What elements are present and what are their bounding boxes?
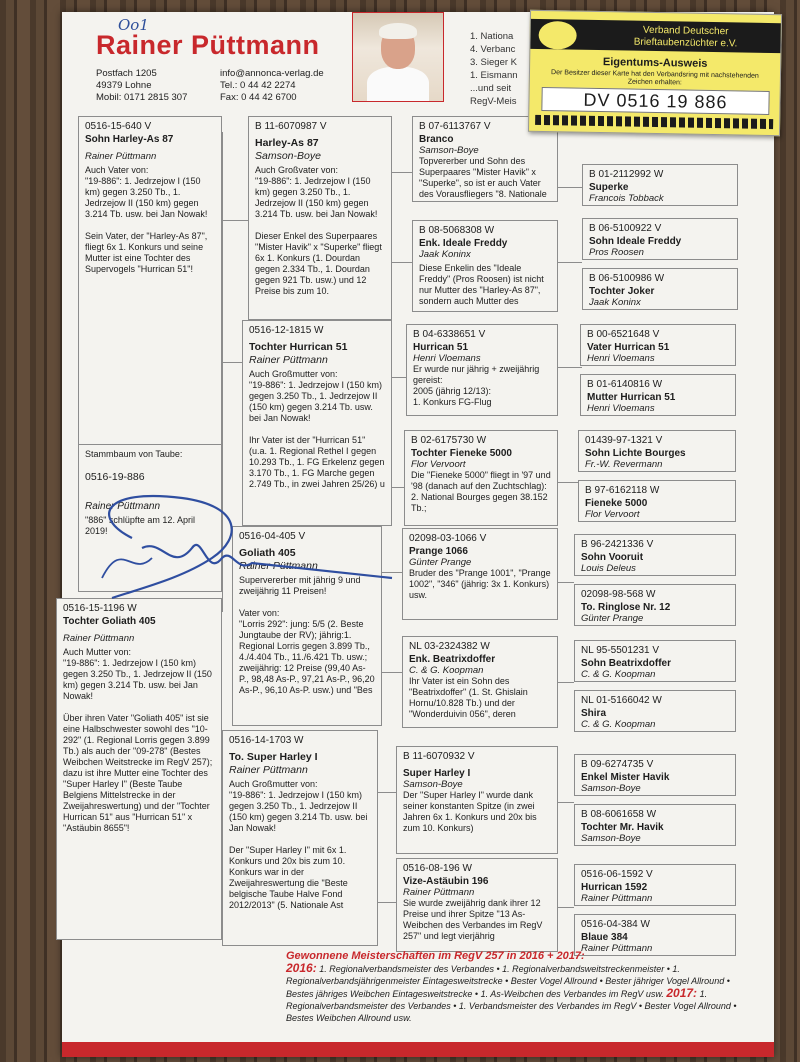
breeder-name: Louis Deleus <box>581 563 636 574</box>
pigeon-name: Tochter Joker <box>589 286 655 297</box>
gen4-box <box>574 754 736 796</box>
pigeon-name: Enkel Mister Havik <box>581 772 670 783</box>
subject-ring-number: 0516-19-886 <box>85 471 145 483</box>
pigeon-name: Vater Hurrican 51 <box>587 342 670 353</box>
breeder-name: Henri Vloemans <box>587 403 655 414</box>
pigeon-name: Mutter Hurrican 51 <box>587 392 676 403</box>
city: 49379 Lohne <box>96 80 152 91</box>
ring-number: B 01-2112992 W <box>589 169 664 180</box>
handwritten-note: Oo1 <box>118 16 149 34</box>
breeder-name: Samson-Boye <box>255 150 321 162</box>
pigeon-name: Enk. Beatrixdoffer <box>409 654 496 665</box>
telephone: Tel.: 0 44 42 2274 <box>220 80 296 91</box>
ring-number: B 08-5068308 W <box>419 225 495 236</box>
pigeon-name: Blaue 384 <box>581 932 628 943</box>
breeder-name: Günter Prange <box>409 557 472 568</box>
breeder-name: Samson-Boye <box>581 833 641 844</box>
address-block <box>96 68 187 104</box>
email: info@annonca-verlag.de <box>220 68 324 79</box>
pigeon-name: Prange 1066 <box>409 546 468 557</box>
ring-number: 0516-15-640 V <box>85 121 152 132</box>
dam-box <box>56 598 222 940</box>
ring-number: 0516-04-384 W <box>581 919 650 930</box>
honors-list <box>470 30 518 108</box>
breeder-name: Rainer Püttmann <box>239 560 318 572</box>
gen4-box <box>574 804 736 846</box>
pedigree-sheet <box>62 12 774 1057</box>
ring-number: 02098-03-1066 V <box>409 533 487 544</box>
card-fineprint: Der Besitzer dieser Karte hat den Verbandsring mit nachstehenden Zeichen erhalten: <box>551 69 759 87</box>
pigeon-description: Auch Mutter von: "19-886": 1. Jedrzejow I (150 km) gegen 3.250 Tb., 1. Jedrzejow II (150 km) gegen 3.214 Tb. usw. bei Jan Nowak! Über ihren Vater "Goliath 405" ist sie eine Halbschwester sowohl des "10-292" (1. Regional Lorris gegen 3.899 Tb.) als auch der "09-278" (Bestes Weibchen Weitstrecke im RegV 257); dazu ist ihre Mutter eine Tochter des "Super Harley I" (Beste Taube Belgiens Mittelstrecke in der Zweijahreswertung) und der "Tochter Hurrican 51" aus "Hurrican 51" x "Astäubin 8655"! <box>63 647 213 833</box>
pigeon-name: Sohn Vooruit <box>581 552 644 563</box>
subject-label: Stammbaum von Taube: <box>85 449 183 459</box>
pigeon-name: To. Super Harley I <box>229 751 318 763</box>
honor-item: 1. Eismann <box>470 70 518 81</box>
breeder-name: Henri Vloemans <box>413 353 481 364</box>
championships-text: 1. Regionalverbandsmeister des Verbandes • 1. Regionalverbandsweitstreckenmeister • 1. Regionalverbandsjährigenmeister Eintagesweitstrecke • Bester Vogel Allround • Bester jähriger Vogel Allround • Bestes jähriges Weibchen Eintagesweitstrecke • 1. As-Weibchen des Verbandes im RegV usw. <box>286 964 730 999</box>
pigeon-description: Topvererber und Sohn des Superpaares "Mister Havik" x "Superke", so ist er auch Vater des Vorausfliegers "8. Nationale <box>419 156 547 199</box>
pigeon-description: Auch Vater von: "19-886": 1. Jedrzejow I (150 km) gegen 3.250 Tb., 1. Jedrzejow II (150 km) gegen 3.214 Tb. usw. bei Jan Nowak! Sein Vater, der "Harley-As 87", fliegt 6x 1. Konkurs und seine Mutter ist eine Tochter des Supervogels "Hurrican 51"! <box>85 165 208 274</box>
breeder-name: Fr.-W. Revermann <box>585 459 663 470</box>
breeder-name: Jaak Koninx <box>419 249 471 260</box>
subject-note: "886" schlüpfte am 12. April 2019! <box>85 515 195 536</box>
ring-number: 0516-06-1592 V <box>581 869 653 880</box>
pigeon-name: Fieneke 5000 <box>585 498 648 509</box>
pigeon-name: Hurrican 1592 <box>581 882 648 893</box>
pigeon-description: Auch Großmutter von: "19-886": 1. Jedrzejow I (150 km) gegen 3.250 Tb., 1. Jedrzejow II (150 km) gegen 3.214 Tb. usw. bei Jan Nowak! Ihr Vater ist der "Hurrican 51" (u.a. 1. Regional Rethel I gegen 10.293 Tb., 1. FG Erkelenz gegen 3.170 Tb., 1. FG Marche gegen 2.749 Tb., in zwei Jahren 25/26) u <box>249 369 385 489</box>
gen4-box <box>574 864 736 906</box>
pigeon-name: Harley-As 87 <box>255 137 319 149</box>
pigeon-description: Diese Enkelin des "Ideale Freddy" (Pros Roosen) ist nicht nur Mutter des "Harley-As 87", sondern auch Mutter des <box>419 263 544 306</box>
contact-block <box>220 68 324 104</box>
pigeon-description: Er wurde nur jährig + zweijährig gereist: 2005 (jährig 12/13): 1. Konkurs FG-Flug <box>413 364 540 407</box>
gen4-box <box>578 430 736 472</box>
ring-number: 0516-14-1703 W <box>229 735 304 746</box>
pigeon-name: Vize-Astäubin 196 <box>403 876 489 887</box>
pigeon-description: Auch Großmutter von: "19-886": 1. Jedrzejow I (150 km) gegen 3.250 Tb., 1. Jedrzejow II (150 km) gegen 3.214 Tb. usw. bei Jan Nowak! Der "Super Harley I" mit 6x 1. Konkurs und 20x bis zum 10. Konkurs war in der Zweijahreswertung die "Beste belgische Taube Halve Fond 2012/2013" (5. Nationale Ast <box>229 779 368 910</box>
championships-text: 1. Regionalverbandsmeister des Verbandes • 1. Verbandsmeister des Verbandes im RegV • Bester Vogel Allround • Bestes Weibchen Allround usw. <box>286 989 737 1023</box>
gen4-box <box>580 324 736 366</box>
gen4-box <box>578 480 736 522</box>
ring-number: 0516-12-1815 W <box>249 325 324 336</box>
breeder-name: Flor Vervoort <box>585 509 640 520</box>
breeder-name: Samson-Boye <box>581 783 641 794</box>
ring-number: B 97-6162118 W <box>585 485 660 496</box>
gen3-box <box>396 858 558 952</box>
breeder-photo <box>352 12 444 102</box>
pigeon-name: Goliath 405 <box>239 547 296 559</box>
honor-item: 4. Verbanc <box>470 44 516 55</box>
pigeon-name: Tochter Mr. Havik <box>581 822 664 833</box>
subject-breeder: Rainer Püttmann <box>85 501 161 512</box>
pigeon-name: Branco <box>419 134 454 145</box>
year-label: 2016: <box>286 961 317 975</box>
pigeon-name: Enk. Ideale Freddy <box>419 238 508 249</box>
gen4-box <box>574 690 736 732</box>
honor-item: ...und seit <box>470 83 512 94</box>
breeder-name-title: Rainer Püttmann <box>96 30 320 60</box>
ring-number: B 08-6061658 W <box>581 809 657 820</box>
pigeon-name: Tochter Hurrican 51 <box>249 341 348 353</box>
gen4-box <box>574 534 736 576</box>
ring-number: 0516-15-1196 W <box>63 603 137 614</box>
pigeon-logo-icon <box>538 21 576 50</box>
breeder-name: Rainer Püttmann <box>229 764 308 776</box>
ring-number: B 06-5100986 W <box>589 273 665 284</box>
signature <box>72 478 402 618</box>
card-organization: Verband Deutscher Brieftaubenzüchter e.V. <box>633 24 738 50</box>
pigeon-name: Hurrican 51 <box>413 342 469 353</box>
gen3-box <box>404 430 558 526</box>
breeder-name: Francois Tobback <box>589 193 664 204</box>
sire-box <box>78 116 222 446</box>
gen4-box <box>582 268 738 310</box>
pigeon-name: Sohn Lichte Bourges <box>585 448 686 459</box>
ring-number: 02098-98-568 W <box>581 589 656 600</box>
ring-number: B 96-2421336 V <box>581 539 654 550</box>
pigeon-description: Sie wurde zweijährig dank ihrer 12 Preise und ihrer Spitze "13 As-Weibchen des Verbandes im RegV 257" und legt vierjährig <box>403 898 543 941</box>
ring-number: 01439-97-1321 V <box>585 435 663 446</box>
breeder-name: Henri Vloemans <box>587 353 655 364</box>
ownership-card <box>528 10 782 136</box>
ring-number: NL 95-5501231 V <box>581 645 660 656</box>
gen4-box <box>574 640 736 682</box>
pigeon-name: Super Harley I <box>403 768 471 779</box>
pigeon-description: Supervererber mit jährig 9 und zweijährig 11 Preisen! Vater von: "Lorris 292": jung: 5/5 (2. Beste Jungtaube der RV); jährig:1. Regional Lorris gegen 3.899 Tb., 4./4.404 Tb., 11./6.421 Tb. usw.; zweijährig: 12 Preise (99,40 As-P., 98,48 As-P., 97,21 As-P., 96,20 As-P., 96,10 As-P. usw.) und "Bes <box>239 575 375 695</box>
breeder-name: Rainer Püttmann <box>85 151 157 162</box>
ring-number: B 11-6070987 V <box>255 121 327 132</box>
fax: Fax: 0 44 42 6700 <box>220 92 297 103</box>
pigeon-description: Ihr Vater ist ein Sohn des "Beatrixdoffer" (1. St. Ghislain Hornu/10.828 Tb.) und der "Wonderduivin 056", deren <box>409 676 528 719</box>
breeder-name: Pros Roosen <box>589 247 644 258</box>
postfach: Postfach 1205 <box>96 68 157 79</box>
breeder-name: C. & G. Koopman <box>581 669 656 680</box>
ring-number: B 06-5100922 V <box>589 223 662 234</box>
honor-item: 3. Sieger K <box>470 57 517 68</box>
year-label: 2017: <box>666 986 698 1000</box>
honor-item: RegV-Meis <box>470 96 517 107</box>
pigeon-name: Sohn Beatrixdoffer <box>581 658 672 669</box>
pigeon-name: Tochter Fieneke 5000 <box>411 448 512 459</box>
championships-heading: Gewonnene Meisterschaften im RegV 257 in 2016 + 2017: <box>286 950 585 962</box>
gen4-box <box>574 584 736 626</box>
ring-number: B 09-6274735 V <box>581 759 654 770</box>
pigeon-name: Superke <box>589 182 629 193</box>
ring-number: B 02-6175730 W <box>411 435 487 446</box>
breeder-name: C. & G. Koopman <box>409 665 484 676</box>
breeder-name: C. & G. Koopman <box>581 719 656 730</box>
ring-number: NL 01-5166042 W <box>581 695 662 706</box>
gen4-box <box>582 218 738 260</box>
breeder-name: Samson-Boye <box>419 145 479 156</box>
pigeon-description: Bruder des "Prange 1001", "Prange 1002", "346" (jährig: 3x 1. Konkurs) usw. <box>409 568 551 600</box>
pigeon-description: Die "Fieneke 5000" fliegt in '97 und '98 (danach auf den Zuchtschlag): 2. National Bourges gegen 38.152 Tb.; <box>411 470 551 513</box>
breeder-name: Rainer Püttmann <box>581 943 653 954</box>
ring-number-field: DV 0516 19 886 <box>541 87 769 115</box>
gen3-box <box>402 528 558 620</box>
ring-number: B 01-6140816 W <box>587 379 663 390</box>
gen3-box <box>412 220 558 312</box>
breeder-name: Günter Prange <box>581 613 644 624</box>
card-pattern <box>535 115 773 129</box>
ring-number: B 11-6070932 V <box>403 751 475 762</box>
breeder-name: Jaak Koninx <box>589 297 641 308</box>
card-title: Eigentums-Ausweis <box>602 56 708 70</box>
breeder-name: Rainer Püttmann <box>63 633 135 644</box>
breeder-name: Rainer Püttmann <box>249 354 328 366</box>
granddam-maternal-box <box>222 730 378 946</box>
ring-number: B 00-6521648 V <box>587 329 660 340</box>
pigeon-description: Der "Super Harley I" wurde dank seiner konstanten Spitze (in zwei Jahren 6x 1. Konkurs und 20x bis zum 10. Konkurs) <box>403 790 537 833</box>
mobile-number: Mobil: 0171 2815 307 <box>96 92 188 103</box>
championships-footer <box>286 950 756 1024</box>
pigeon-description: Auch Großvater von: "19-886": 1. Jedrzejow I (150 km) gegen 3.250 Tb., 1. Jedrzejow II (150 km) gegen 3.214 Tb. usw. bei Jan Nowak! Dieser Enkel des Superpaares "Mister Havik" x "Superke" fliegt 6x 1. Konkurs (1. Dourdan gegen 2.334 Tb., 1. Dourdan gegen 921 Tb. usw.) und 12 Preise bis zum 10. <box>255 165 382 296</box>
breeder-name: Rainer Püttmann <box>581 893 653 904</box>
gen3-box <box>406 324 558 416</box>
breeder-name: Rainer Püttmann <box>403 887 475 898</box>
footer-red-bar <box>62 1042 774 1057</box>
breeder-name: Samson-Boye <box>403 779 463 790</box>
gen4-box <box>580 374 736 416</box>
gen4-box <box>582 164 738 206</box>
grandsire-paternal-box <box>248 116 392 320</box>
pigeon-name: Shira <box>581 708 607 719</box>
ring-number: NL 03-2324382 W <box>409 641 490 652</box>
gen3-box <box>402 636 558 728</box>
ring-number: 0516-08-196 W <box>403 863 472 874</box>
ring-number: 0516-04-405 V <box>239 531 306 542</box>
pigeon-name: Sohn Ideale Freddy <box>589 236 682 247</box>
ring-number: B 07-6113767 V <box>419 121 491 132</box>
honor-item: 1. Nationa <box>470 31 514 42</box>
gen3-box <box>396 746 558 854</box>
breeder-name: Flor Vervoort <box>411 459 466 470</box>
pigeon-name: To. Ringlose Nr. 12 <box>581 602 671 613</box>
pigeon-name: Sohn Harley-As 87 <box>85 134 174 145</box>
pigeon-name: Tochter Goliath 405 <box>63 616 156 627</box>
ring-number: B 04-6338651 V <box>413 329 486 340</box>
